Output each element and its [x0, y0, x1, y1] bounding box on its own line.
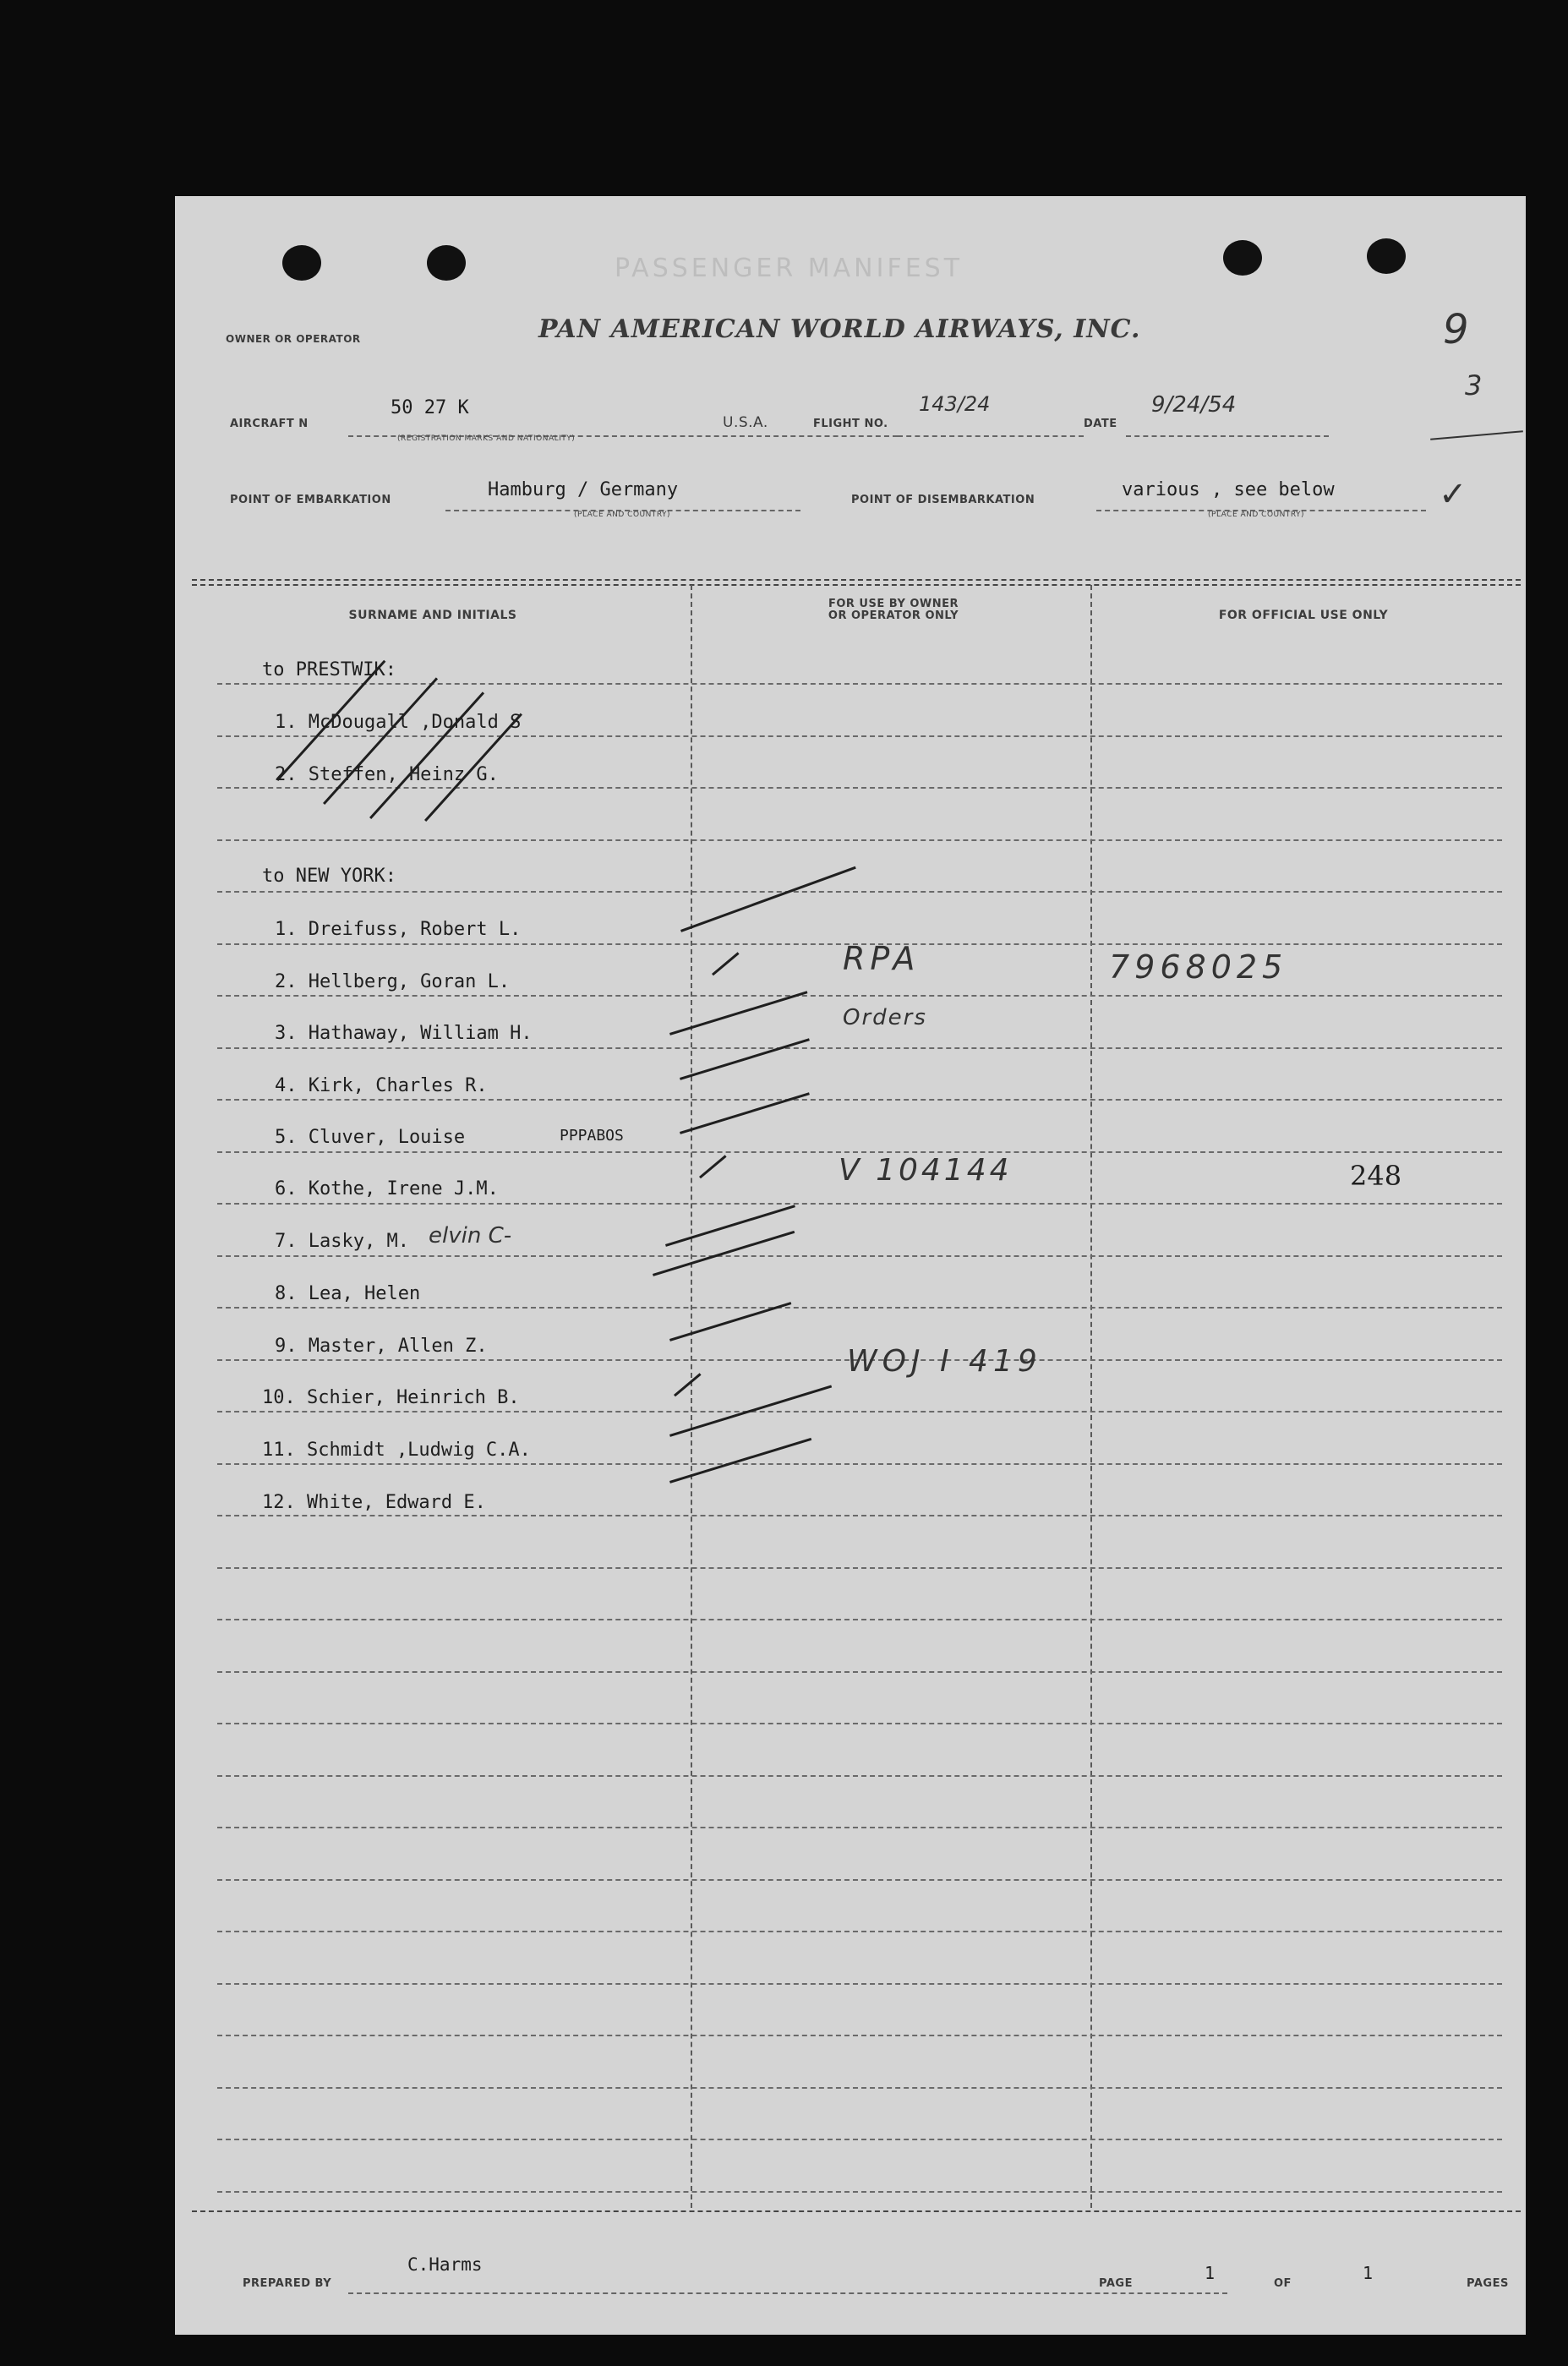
usa-label: U.S.A.	[723, 414, 768, 431]
ruled-line	[217, 891, 1502, 893]
ruled-line	[217, 1983, 1502, 1985]
embark-caption: (PLACE AND COUNTRY)	[574, 511, 671, 519]
flight-value: 143/24	[919, 392, 991, 416]
page-label: PAGE	[1099, 2277, 1133, 2290]
passenger-row: 2. Steffen, Heinz G.	[275, 764, 499, 785]
ruled-line	[217, 1203, 1502, 1205]
airline-name: PAN AMERICAN WORLD AIRWAYS, INC.	[538, 314, 1141, 344]
ruled-line	[217, 2035, 1502, 2036]
ruled-line	[217, 1099, 1502, 1101]
embark-label: POINT OF EMBARKATION	[230, 494, 391, 506]
ruled-line	[217, 1931, 1502, 1932]
column-divider-1	[691, 585, 692, 2208]
passenger-row: 10. Schier, Heinrich B.	[262, 1387, 520, 1408]
owner-note-hathaway: Orders	[843, 1005, 927, 1030]
punch-hole-2	[427, 245, 466, 281]
ruled-line	[217, 1671, 1502, 1673]
ruled-line	[217, 1255, 1502, 1257]
passenger-row: 11. Schmidt ,Ludwig C.A.	[262, 1440, 531, 1461]
prepared-label: PREPARED BY	[243, 2277, 332, 2290]
aircraft-label: AIRCRAFT N	[230, 418, 309, 430]
ink-stroke	[1430, 430, 1523, 440]
passenger-row: 2. Hellberg, Goran L.	[275, 971, 511, 992]
ruled-line	[217, 839, 1502, 841]
owner-column-header-line1: FOR USE BY OWNER	[828, 598, 959, 610]
check-stroke	[699, 1155, 727, 1178]
corner-mark-1: 9	[1443, 306, 1469, 353]
punch-hole-4	[1367, 238, 1406, 274]
strike-line	[323, 677, 438, 805]
manifest-sheet	[175, 196, 1526, 2335]
official-column-header: FOR OFFICIAL USE ONLY	[1218, 609, 1389, 622]
prepared-value: C.Harms	[407, 2254, 483, 2275]
date-label: DATE	[1084, 418, 1117, 430]
owner-column-header-line2: OR OPERATOR ONLY	[828, 609, 959, 622]
owner-note-kothe: V 104144	[839, 1153, 1013, 1188]
passenger-row: 1. Dreifuss, Robert L.	[275, 919, 522, 940]
table-top-rule-2	[192, 584, 1521, 586]
ruled-line	[217, 1411, 1502, 1412]
disembark-label: POINT OF DISEMBARKATION	[851, 494, 1035, 506]
passenger-row: 6. Kothe, Irene J.M.	[275, 1178, 499, 1199]
ruled-line	[217, 1463, 1502, 1465]
date-value: 9/24/54	[1151, 392, 1237, 418]
ruled-line	[217, 735, 1502, 737]
group-heading-prestwik: to PRESTWIK:	[262, 659, 396, 680]
check-mark: ✓	[1439, 475, 1467, 514]
date-underline	[1126, 435, 1329, 437]
ruled-line	[217, 1047, 1502, 1049]
ruled-line	[217, 2087, 1502, 2089]
passenger-row: 3. Hathaway, William H.	[275, 1023, 533, 1044]
ruled-line	[217, 787, 1502, 789]
table-bottom-rule	[192, 2210, 1521, 2212]
passenger-row: 7. Lasky, M.	[275, 1231, 409, 1252]
passenger-row: 8. Lea, Helen	[275, 1283, 421, 1304]
passenger-row: 12. White, Edward E.	[262, 1492, 486, 1513]
form-title: PASSENGER MANIFEST	[615, 254, 964, 283]
ruled-line	[217, 2139, 1502, 2140]
check-stroke	[674, 1373, 702, 1396]
column-divider-2	[1090, 585, 1092, 2208]
of-label: OF	[1274, 2277, 1292, 2290]
official-note-hellberg: 7968025	[1109, 948, 1288, 986]
ruled-line	[217, 1775, 1502, 1777]
passenger-row: 5. Cluver, Louise	[275, 1127, 466, 1148]
ruled-line	[217, 1827, 1502, 1828]
prepared-underline	[348, 2292, 1227, 2294]
check-stroke	[665, 1205, 795, 1247]
flight-underline	[898, 435, 1084, 437]
table-top-rule	[192, 579, 1521, 581]
page-value: 1	[1205, 2263, 1216, 2283]
ruled-line	[217, 1619, 1502, 1620]
handwritten-correction: elvin C-	[429, 1223, 512, 1249]
aircraft-value: 50 27 K	[391, 397, 469, 418]
ruled-line	[217, 2191, 1502, 2193]
owner-column-header	[716, 598, 1071, 622]
surname-column-header: SURNAME AND INITIALS	[348, 609, 517, 622]
strike-line	[369, 691, 484, 819]
ruled-line	[217, 1723, 1502, 1724]
check-stroke	[680, 866, 856, 932]
ruled-line	[217, 995, 1502, 997]
ruled-line	[217, 1879, 1502, 1881]
punch-hole-1	[282, 245, 321, 281]
owner-label: OWNER OR OPERATOR	[226, 333, 361, 345]
group-heading-new-york: to NEW YORK:	[262, 866, 396, 887]
check-stroke	[680, 1038, 810, 1080]
ruled-line	[217, 1567, 1502, 1569]
corner-mark-2: 3	[1465, 369, 1483, 402]
ruled-line	[217, 1515, 1502, 1516]
disembark-caption: (PLACE AND COUNTRY)	[1208, 511, 1305, 519]
passenger-row: 1. McDougall ,Donald S	[275, 712, 522, 733]
ruled-line	[217, 1307, 1502, 1309]
passenger-row: 4. Kirk, Charles R.	[275, 1075, 488, 1096]
punch-hole-3	[1223, 240, 1262, 276]
passenger-row: 9. Master, Allen Z.	[275, 1336, 488, 1357]
embark-value: Hamburg / Germany	[488, 479, 679, 500]
registration-caption: (REGISTRATION MARKS AND NATIONALITY)	[397, 434, 576, 443]
disembark-value: various , see below	[1122, 479, 1335, 500]
flight-label: FLIGHT NO.	[813, 418, 888, 430]
ruled-line	[217, 683, 1502, 685]
check-stroke	[712, 952, 740, 975]
passenger-extra-code: PPPABOS	[560, 1127, 624, 1145]
owner-note-schier: WOJ I 419	[847, 1344, 1042, 1379]
owner-note-hellberg: RPA	[843, 940, 921, 977]
of-value: 1	[1363, 2263, 1374, 2283]
pages-label: PAGES	[1467, 2277, 1509, 2290]
official-note-kothe: 248	[1350, 1160, 1402, 1192]
check-stroke	[653, 1231, 795, 1276]
